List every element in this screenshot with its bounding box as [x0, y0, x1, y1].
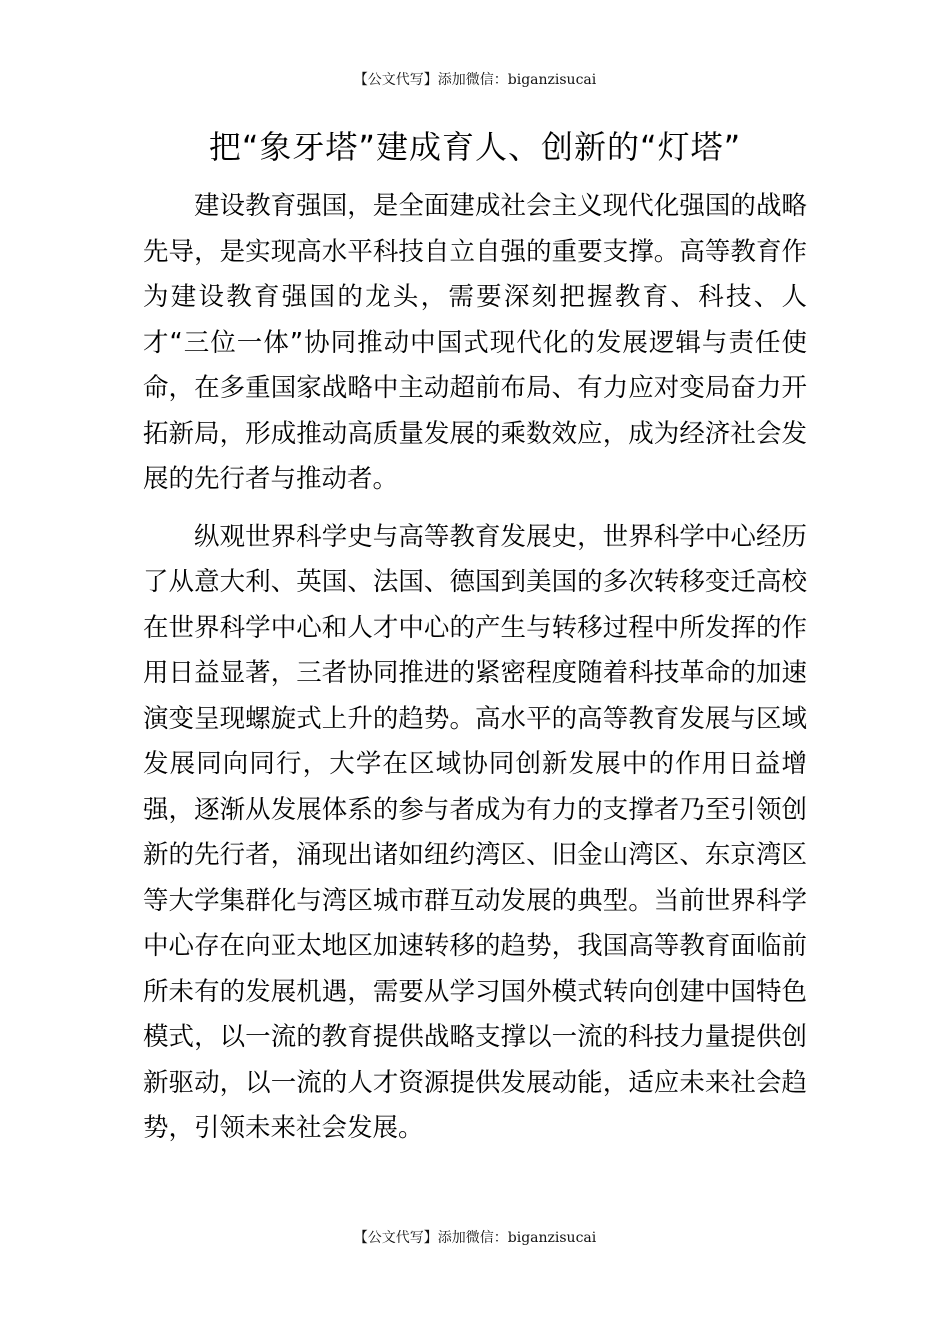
document-body: [143, 184, 807, 1152]
page-header: 【公文代写】添加微信：biganzisucai: [353, 72, 597, 88]
document-title: 把“象牙塔”建成育人、创新的“灯塔”: [208, 128, 742, 166]
page-footer: 【公文代写】添加微信：biganzisucai: [353, 1230, 597, 1246]
paragraph-2: 纵观世界科学史与高等教育发展史，世界科学中心经历了从意大利、英国、法国、德国到美国的多次转移变迁高校在世界科学中心和人才中心的产生与转移过程中所发挥的作用日益显著，三者协同推进的紧密程度随着科技革命的加速演变呈现螺旋式上升的趋势。高水平的高等教育发展与区域发展同向同行，大学在区域协同创新发展中的作用日益增强，逐渐从发展体系的参与者成为有力的支撑者乃至引领创新的先行者，涌现出诸如纽约湾区、旧金山湾区、东京湾区等大学集群化与湾区城市群互动发展的典型。当前世界科学中心存在向亚太地区加速转移的趋势，我国高等教育面临前所未有的发展机遇，需要从学习国外模式转向创建中国特色模式，以一流的教育提供战略支撑以一流的科技力量提供创新驱动，以一流的人才资源提供发展动能，适应未来社会趋势，引领未来社会发展。: [143, 521, 807, 1143]
paragraph-1: 建设教育强国，是全面建成社会主义现代化强国的战略先导，是实现高水平科技自立自强的重要支撑。高等教育作为建设教育强国的龙头，需要深刻把握教育、科技、人才“三位一体”协同推动中国式现代化的发展逻辑与责任使命，在多重国家战略中主动超前布局、有力应对变局奋力开拓新局，形成推动高质量发展的乘数效应，成为经济社会发展的先行者与推动者。: [143, 191, 807, 494]
